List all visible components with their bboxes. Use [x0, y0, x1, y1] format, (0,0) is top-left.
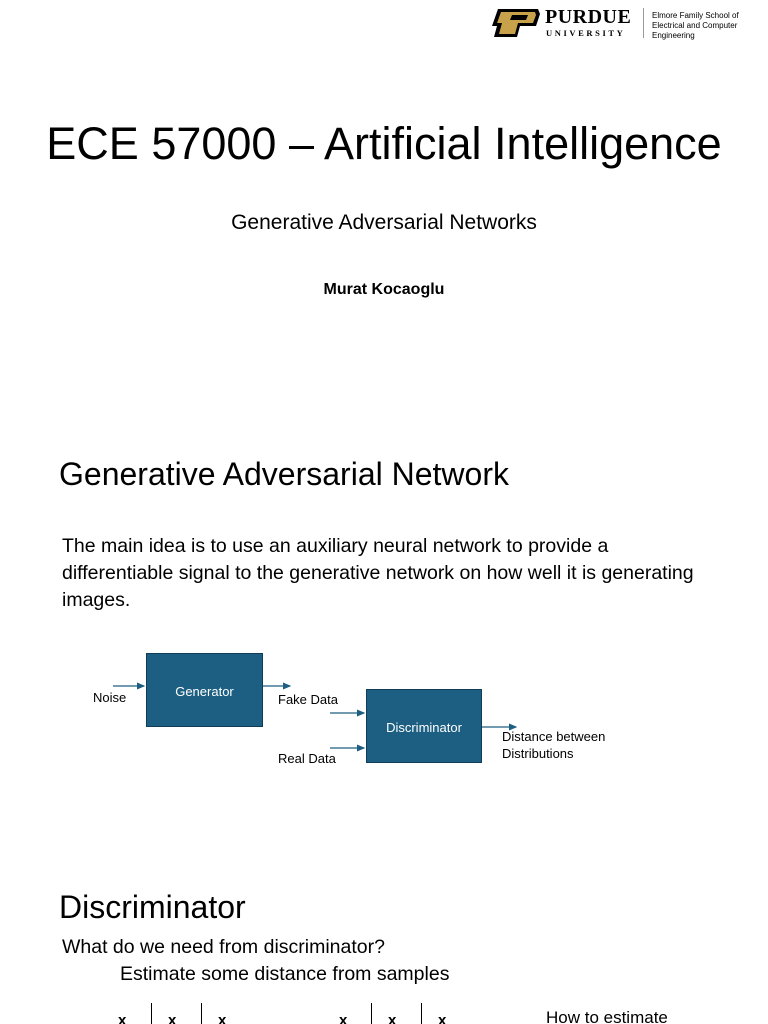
- cell-separator: [151, 1003, 152, 1024]
- cell-separator: [421, 1003, 422, 1024]
- discriminator-label: Discriminator: [386, 720, 462, 735]
- cell-separator: [201, 1003, 202, 1024]
- sample-cell: x: [118, 1012, 127, 1024]
- output-label-line1: Distance between: [502, 729, 606, 744]
- logo-university: UNIVERSITY: [546, 28, 626, 38]
- real-data-label: Real Data: [278, 751, 336, 766]
- logo-school-name: Elmore Family School of Electrical and Computer Engineering: [652, 11, 739, 40]
- sample-cell: x: [339, 1012, 348, 1024]
- author-name: Murat Kocaoglu: [323, 281, 445, 298]
- generator-box: [146, 653, 263, 727]
- cell-separator: [371, 1003, 372, 1024]
- sample-cell: x: [438, 1012, 447, 1024]
- discriminator-slide: [0, 860, 768, 1024]
- how-to-text: How to estimate: [546, 1008, 668, 1024]
- output-label-line2: Distributions: [502, 746, 574, 761]
- fake-data-label: Fake Data: [278, 692, 338, 707]
- sample-cell: x: [218, 1012, 227, 1024]
- sample-cell: x: [388, 1012, 397, 1024]
- sample-cell: x: [168, 1012, 177, 1024]
- slide-heading: Generative Adversarial Network: [59, 456, 509, 492]
- generator-label: Generator: [175, 684, 234, 699]
- noise-label: Noise: [93, 690, 127, 705]
- answer-text: Estimate some distance from samples: [120, 963, 450, 985]
- lecture-subtitle: Generative Adversarial Networks: [231, 211, 537, 234]
- title-slide: [0, 0, 768, 420]
- logo-wordmark: PURDUE: [545, 6, 632, 28]
- output-label: [502, 728, 642, 762]
- gan-slide: [0, 420, 768, 860]
- logo-divider: [643, 8, 644, 38]
- discriminator-box: [366, 689, 482, 763]
- slide-heading: Discriminator: [59, 889, 246, 925]
- diagram-arrows: [0, 420, 768, 860]
- course-title: ECE 57000 – Artificial Intelligence: [46, 118, 722, 169]
- purdue-logo: [488, 6, 768, 40]
- question-text: What do we need from discriminator?: [62, 936, 385, 958]
- gan-diagram: [0, 420, 768, 860]
- slide-body-text: The main idea is to use an auxiliary neural network to provide a differentiable signal to the generative network on how well it is generating images.: [62, 535, 694, 611]
- purdue-p-icon: [490, 8, 542, 38]
